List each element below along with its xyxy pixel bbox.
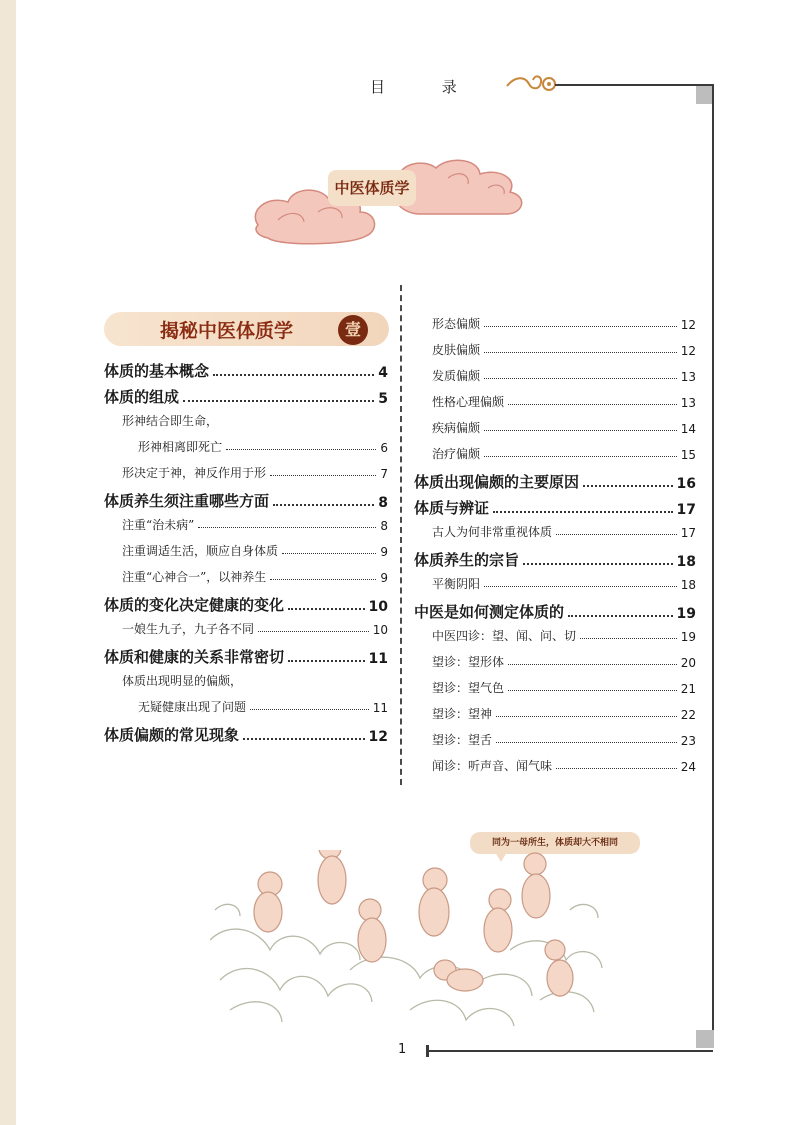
toc-entry[interactable] — [122, 412, 388, 429]
toc-entry-page: 23 — [680, 734, 696, 748]
toc-leader-dots — [484, 326, 677, 327]
toc-leader-dots — [484, 456, 677, 457]
toc-entry-title: 望诊：望气色 — [432, 681, 505, 695]
toc-entry-page: 11 — [372, 701, 388, 715]
toc-entry[interactable] — [432, 679, 696, 696]
toc-entry-page: 13 — [680, 370, 696, 384]
toc-entry-page: 20 — [680, 656, 696, 670]
book-spine-strip — [0, 0, 16, 1125]
toc-entry-page: 19 — [676, 606, 696, 622]
toc-leader-dots — [580, 638, 677, 639]
toc-entry-title: 望诊：望形体 — [432, 655, 505, 669]
toc-entry-title: 注重调适生活，顺应自身体质 — [122, 544, 279, 558]
toc-leader-dots — [288, 660, 365, 662]
toc-entry[interactable] — [432, 627, 696, 644]
toc-leader-dots — [213, 374, 374, 376]
toc-entry-title: 注重“心神合一”，以神养生 — [122, 570, 267, 584]
section-title: 揭秘中医体质学 — [160, 320, 294, 342]
toc-entry-title: 闻诊：听声音、闻气味 — [432, 759, 553, 773]
page-title: 目 录 — [370, 78, 483, 96]
toc-entry[interactable] — [104, 360, 388, 381]
toc-entry[interactable] — [432, 731, 696, 748]
toc-leader-dots — [270, 579, 376, 580]
toc-entry-title: 疾病偏颇 — [432, 421, 481, 435]
toc-entry-page: 4 — [378, 365, 388, 381]
toc-leader-dots — [484, 378, 677, 379]
toc-entry[interactable] — [432, 315, 696, 332]
toc-entry[interactable] — [122, 672, 388, 689]
cloud-title-label: 中医体质学 — [328, 170, 416, 206]
toc-entry[interactable] — [432, 445, 696, 462]
toc-leader-dots — [183, 400, 374, 402]
toc-entry-title: 体质的基本概念 — [104, 362, 210, 380]
toc-entry[interactable] — [122, 516, 388, 533]
toc-entry-page: 5 — [378, 391, 388, 407]
toc-entry[interactable] — [104, 646, 388, 667]
toc-entry-title: 体质养生须注重哪些方面 — [104, 492, 270, 510]
toc-entry-page: 12 — [368, 729, 388, 745]
toc-entry-page: 21 — [680, 682, 696, 696]
toc-entry[interactable] — [432, 393, 696, 410]
toc-entry[interactable] — [414, 471, 696, 492]
toc-entry-page: 15 — [680, 448, 696, 462]
toc-leader-dots — [493, 511, 673, 513]
toc-entry[interactable] — [432, 367, 696, 384]
toc-leader-dots — [282, 553, 376, 554]
toc-entry-page: 14 — [680, 422, 696, 436]
toc-entry-page: 13 — [680, 396, 696, 410]
speech-bubble: 同为一母所生，体质却大不相同 — [470, 832, 640, 854]
toc-entry-page: 11 — [368, 651, 388, 667]
page-number: 1 — [398, 1042, 407, 1057]
section-number-badge: 壹 — [338, 315, 368, 345]
toc-leader-dots — [508, 404, 677, 405]
toc-entry[interactable] — [432, 523, 696, 540]
toc-leader-dots — [583, 485, 673, 487]
toc-entry-page: 8 — [378, 495, 388, 511]
header-rule — [555, 84, 713, 86]
toc-entry-page: 17 — [680, 526, 696, 540]
toc-entry-title: 性格心理偏颇 — [432, 395, 505, 409]
toc-entry-title: 形决定于神，神反作用于形 — [122, 466, 267, 480]
toc-leader-dots — [568, 615, 673, 617]
toc-entry-title: 体质出现偏颇的主要原因 — [414, 473, 580, 491]
toc-leader-dots — [523, 563, 673, 565]
toc-entry-page: 9 — [380, 545, 388, 559]
toc-leader-dots — [198, 527, 376, 528]
toc-leader-dots — [484, 586, 677, 587]
toc-entry-title: 形态偏颇 — [432, 317, 481, 331]
babies-on-clouds-illustration — [210, 850, 610, 1030]
toc-entry-title: 体质偏颇的常见现象 — [104, 726, 240, 744]
toc-entry-title: 体质出现明显的偏颇， — [122, 674, 243, 688]
toc-leader-dots — [508, 690, 677, 691]
corner-marker-bottom — [696, 1030, 714, 1048]
toc-entry-page: 22 — [680, 708, 696, 722]
toc-entry[interactable] — [104, 490, 388, 511]
toc-entry-title: 体质和健康的关系非常密切 — [104, 648, 285, 666]
toc-entry[interactable] — [104, 724, 388, 745]
toc-entry[interactable] — [432, 419, 696, 436]
toc-entry[interactable] — [432, 757, 696, 774]
toc-entry-page: 24 — [680, 760, 696, 774]
toc-entry[interactable] — [432, 653, 696, 670]
toc-entry-title: 望诊：望神 — [432, 707, 493, 721]
toc-leader-dots — [508, 664, 677, 665]
toc-entry-title: 治疗偏颇 — [432, 447, 481, 461]
toc-entry[interactable] — [432, 341, 696, 358]
toc-entry-title: 望诊：望舌 — [432, 733, 493, 747]
toc-entry-page: 7 — [380, 467, 388, 481]
toc-entry-page: 19 — [680, 630, 696, 644]
toc-entry-page: 18 — [680, 578, 696, 592]
toc-leader-dots — [273, 504, 374, 506]
toc-entry-title: 皮肤偏颇 — [432, 343, 481, 357]
toc-entry-page: 18 — [676, 554, 696, 570]
toc-entry-title: 无疑健康出现了问题 — [138, 700, 247, 714]
toc-entry-title: 体质的组成 — [104, 388, 180, 406]
toc-leader-dots — [484, 430, 677, 431]
toc-entry-page: 6 — [380, 441, 388, 455]
toc-entry-page: 10 — [372, 623, 388, 637]
toc-entry-title: 中医是如何测定体质的 — [414, 603, 565, 621]
toc-entry-page: 12 — [680, 318, 696, 332]
toc-entry-title: 体质养生的宗旨 — [414, 551, 520, 569]
toc-entry-page: 8 — [380, 519, 388, 533]
toc-entry[interactable] — [414, 497, 696, 518]
toc-entry-page: 10 — [368, 599, 388, 615]
toc-entry-page: 12 — [680, 344, 696, 358]
toc-entry-page: 16 — [676, 476, 696, 492]
toc-entry[interactable] — [414, 549, 696, 570]
toc-leader-dots — [270, 475, 376, 476]
column-divider — [400, 285, 402, 785]
toc-leader-dots — [288, 608, 365, 610]
toc-leader-dots — [243, 738, 365, 740]
toc-entry[interactable] — [122, 568, 388, 585]
toc-entry[interactable] — [138, 438, 388, 455]
toc-leader-dots — [496, 742, 677, 743]
toc-leader-dots — [496, 716, 677, 717]
toc-entry-title: 发质偏颇 — [432, 369, 481, 383]
toc-entry[interactable] — [104, 386, 388, 407]
toc-entry[interactable] — [414, 601, 696, 622]
toc-entry-title: 形神相离即死亡 — [138, 440, 223, 454]
toc-entry-title: 体质的变化决定健康的变化 — [104, 596, 285, 614]
toc-entry-title: 中医四诊：望、闻、问、切 — [432, 629, 577, 643]
toc-leader-dots — [556, 534, 677, 535]
toc-entry-title: 古人为何非常重视体质 — [432, 525, 553, 539]
scroll-ornament-icon — [505, 72, 557, 96]
toc-leader-dots — [226, 449, 376, 450]
toc-entry-page: 9 — [380, 571, 388, 585]
toc-entry[interactable] — [138, 698, 388, 715]
toc-entry[interactable] — [432, 575, 696, 592]
frame-rule-right — [712, 84, 714, 1048]
toc-leader-dots — [484, 352, 677, 353]
cloud-decoration — [248, 150, 578, 260]
toc-leader-dots — [250, 709, 369, 710]
toc-entry-page: 17 — [676, 502, 696, 518]
toc-leader-dots — [556, 768, 677, 769]
toc-entry-title: 平衡阴阳 — [432, 577, 481, 591]
toc-entry-title: 体质与辨证 — [414, 499, 490, 517]
toc-entry[interactable] — [104, 594, 388, 615]
toc-entry-title: 注重“治未病” — [122, 518, 195, 532]
toc-entry[interactable] — [432, 705, 696, 722]
toc-entry[interactable] — [122, 542, 388, 559]
toc-leader-dots — [258, 631, 369, 632]
toc-entry[interactable] — [122, 620, 388, 637]
toc-entry[interactable] — [122, 464, 388, 481]
toc-entry-title: 一娘生九子，九子各不同 — [122, 622, 255, 636]
toc-entry-title: 形神结合即生命， — [122, 414, 219, 428]
footer-rule — [428, 1050, 713, 1052]
